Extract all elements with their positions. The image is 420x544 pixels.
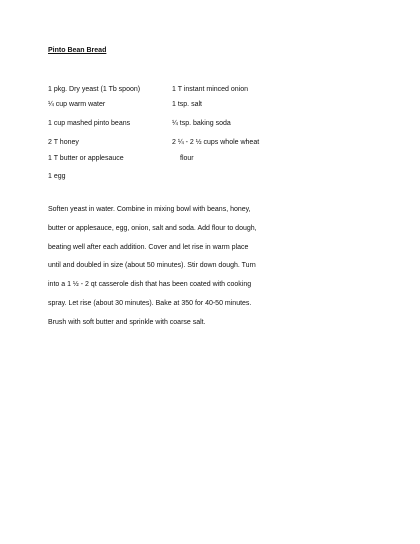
instructions-paragraph	[48, 205, 378, 337]
ingredient-item: 1 T instant minced onion	[172, 86, 249, 93]
ingredient-item: ¼ tsp. baking soda	[172, 120, 231, 127]
ingredient-item: 1 cup mashed pinto beans	[48, 120, 131, 127]
recipe-title: Pinto Bean Bread	[48, 47, 107, 54]
ingredient-item: 2 T honey	[48, 139, 79, 146]
instruction-line: into a 1 ½ - 2 qt casserole dish that has been coated with cooking	[48, 281, 252, 289]
ingredient-item: ¼ cup warm water	[48, 101, 106, 108]
instruction-line: Brush with soft butter and sprinkle with coarse salt.	[48, 318, 206, 326]
ingredient-item: 1 pkg. Dry yeast (1 Tb spoon)	[48, 86, 141, 93]
instruction-line: until and doubled in size (about 50 minutes). Stir down dough. Turn	[48, 262, 256, 270]
ingredient-item: 1 egg	[48, 173, 66, 180]
ingredient-item: 1 T butter or applesauce	[48, 155, 124, 162]
instruction-line: spray. Let rise (about 30 minutes). Bake at 350 for 40-50 minutes.	[48, 299, 252, 307]
ingredient-item: 1 tsp. salt	[172, 101, 202, 108]
instruction-line: Soften yeast in water. Combine in mixing bowl with beans, honey,	[48, 206, 251, 213]
ingredient-item: 2 ¼ - 2 ½ cups whole wheat	[172, 139, 260, 146]
instruction-line: beating well after each addition. Cover and let rise in warm place	[48, 243, 249, 251]
ingredient-item-continued: flour	[180, 155, 194, 162]
instruction-line: butter or applesauce, egg, onion, salt and soda. Add flour to dough,	[48, 224, 257, 232]
